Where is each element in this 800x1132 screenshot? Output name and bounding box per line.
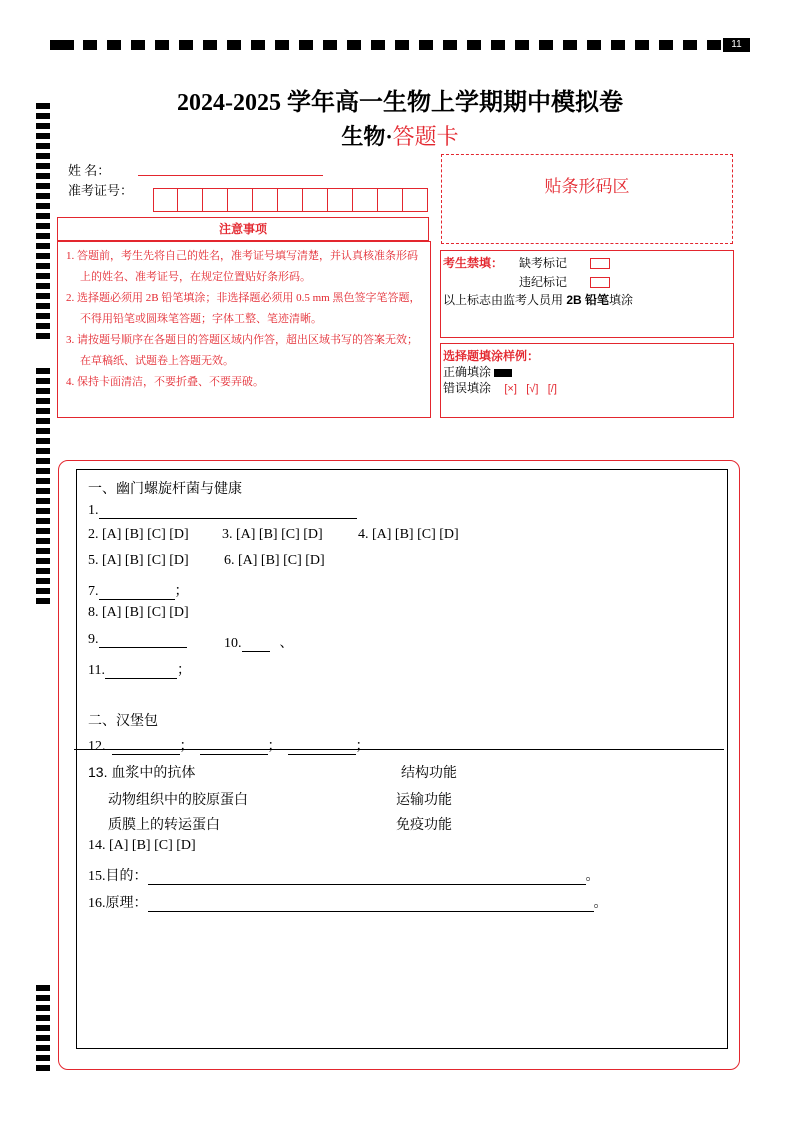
q13-row-1-left: 13. 血浆中的抗体	[88, 764, 196, 780]
q12-divider	[74, 749, 724, 750]
barcode-label: 贴条形码区	[544, 176, 630, 196]
q16-label: 16.原理：	[88, 896, 148, 911]
wrong-mark-slash: [/]	[547, 383, 557, 395]
id-digit-box[interactable]	[303, 188, 328, 212]
q11-label: 11.	[88, 663, 105, 678]
fill-sample-box	[440, 343, 734, 418]
notice-box	[57, 241, 431, 418]
q15	[88, 865, 600, 885]
notice-item: 3. 请按题号顺序在各题目的答题区域内作答，超出区域书写的答案无效；在草稿纸、试题卷上答题无效。	[66, 334, 418, 367]
id-digit-box[interactable]	[278, 188, 303, 212]
q7-end: ；	[174, 584, 189, 599]
q12	[88, 735, 370, 755]
notice-item: 4. 保持卡面清洁，不要折叠、不要弄破。	[66, 376, 264, 388]
q12-label: 12.	[88, 739, 106, 754]
q10-end: 、	[279, 636, 294, 651]
filled-sample-mark	[494, 369, 512, 377]
proctor-note	[443, 291, 633, 308]
absent-label: 缺考标记	[519, 256, 568, 270]
wrong-mark-check: [√]	[526, 383, 539, 395]
exam-id-boxes[interactable]	[153, 188, 428, 212]
correct-row	[443, 363, 512, 380]
q16-answer-line[interactable]	[148, 897, 594, 912]
q7	[88, 580, 189, 600]
sample-label: 选择题填涂样例：	[443, 349, 540, 363]
note-pre: 以上标志由监考人员用	[443, 293, 567, 307]
timing-marks-top	[50, 40, 750, 50]
id-digit-box[interactable]	[178, 188, 203, 212]
q11	[88, 659, 191, 679]
id-digit-box[interactable]	[378, 188, 403, 212]
q10-label: 10.	[224, 636, 242, 651]
barcode-area	[441, 154, 733, 244]
q7-label: 7.	[88, 584, 99, 599]
q12-answer-line-3[interactable]	[288, 740, 356, 755]
name-field[interactable]	[138, 175, 323, 176]
subtitle-subject: 生物·	[341, 124, 393, 149]
q4[interactable]: 4. [A] [B] [C] [D]	[358, 527, 459, 542]
q9-answer-line[interactable]	[99, 633, 187, 648]
id-digit-box[interactable]	[353, 188, 378, 212]
q3[interactable]: 3. [A] [B] [C] [D]	[222, 527, 323, 542]
notice-heading: 注意事项	[57, 217, 429, 241]
notice-item: 1. 答题前，考生先将自己的姓名，准考证号填写清楚，并认真核准条形码上的姓名、准考证号，在规定位置贴好条形码。	[66, 250, 418, 283]
q15-end: 。	[585, 869, 600, 884]
q12-answer-line-2[interactable]	[200, 740, 268, 755]
proctor-marks-box	[440, 250, 734, 338]
violation-row	[519, 273, 610, 290]
id-digit-box[interactable]	[228, 188, 253, 212]
q13-row-1-right: 结构功能	[401, 764, 457, 780]
id-digit-box[interactable]	[203, 188, 228, 212]
q16-end: 。	[593, 896, 608, 911]
q13-row-3-left: 质膜上的转运蛋白	[108, 816, 220, 832]
q13-row-2-right: 运输功能	[396, 791, 452, 807]
id-digit-box[interactable]	[153, 188, 178, 212]
page-number: 11	[723, 38, 750, 52]
q11-end: ；	[176, 663, 191, 678]
note-post: 填涂	[609, 293, 634, 307]
q9	[88, 632, 187, 648]
q13-row-2-left: 动物组织中的胶原蛋白	[108, 791, 248, 807]
id-digit-box[interactable]	[328, 188, 353, 212]
q14[interactable]: 14. [A] [B] [C] [D]	[88, 838, 196, 853]
id-digit-box[interactable]	[403, 188, 428, 212]
correct-label: 正确填涂	[443, 365, 492, 379]
q12-sep-3: ；	[355, 739, 370, 754]
subtitle-card: 答题卡	[392, 124, 459, 149]
q10	[224, 632, 294, 652]
wrong-mark-cross: [×]	[504, 383, 517, 395]
id-digit-box[interactable]	[253, 188, 278, 212]
q13-row-3-right: 免疫功能	[396, 816, 452, 832]
absent-row	[519, 254, 610, 271]
page-title: 2024-2025 学年高一生物上学期期中模拟卷	[177, 90, 623, 116]
q15-answer-line[interactable]	[148, 870, 586, 885]
exam-id-label: 准考证号：	[68, 183, 134, 198]
section-1-heading: 一、幽门螺旋杆菌与健康	[88, 480, 242, 496]
q10-answer-line[interactable]	[242, 637, 270, 652]
q11-answer-line[interactable]	[105, 664, 177, 679]
violation-label: 违纪标记	[519, 275, 568, 289]
q15-label: 15.目的：	[88, 869, 148, 884]
q9-label: 9.	[88, 632, 99, 647]
name-label: 姓 名：	[68, 163, 111, 178]
q8[interactable]: 8. [A] [B] [C] [D]	[88, 605, 189, 620]
q5[interactable]: 5. [A] [B] [C] [D]	[88, 553, 189, 568]
wrong-row	[443, 379, 563, 396]
page-subtitle	[0, 120, 800, 151]
q12-sep-1: ；	[179, 739, 194, 754]
violation-mark-box[interactable]	[590, 277, 610, 288]
section-2-heading: 二、汉堡包	[88, 712, 158, 728]
absent-mark-box[interactable]	[590, 258, 610, 269]
q1	[88, 503, 357, 519]
q12-sep-2: ；	[267, 739, 282, 754]
q12-answer-line-1[interactable]	[112, 740, 180, 755]
wrong-label: 错误填涂	[443, 381, 492, 395]
q16	[88, 892, 608, 912]
forbidden-label: 考生禁填：	[443, 256, 504, 270]
note-bold: 2B 铅笔	[566, 293, 610, 307]
q1-answer-line[interactable]	[99, 504, 357, 519]
q6[interactable]: 6. [A] [B] [C] [D]	[224, 553, 325, 568]
notice-item: 2. 选择题必须用 2B 铅笔填涂；非选择题必须用 0.5 mm 黑色签字笔答题，不得用铅笔或圆珠笔答题；字体工整、笔迹清晰。	[66, 292, 421, 325]
q7-answer-line[interactable]	[99, 585, 175, 600]
q2[interactable]: 2. [A] [B] [C] [D]	[88, 527, 189, 542]
q1-label: 1.	[88, 503, 99, 518]
